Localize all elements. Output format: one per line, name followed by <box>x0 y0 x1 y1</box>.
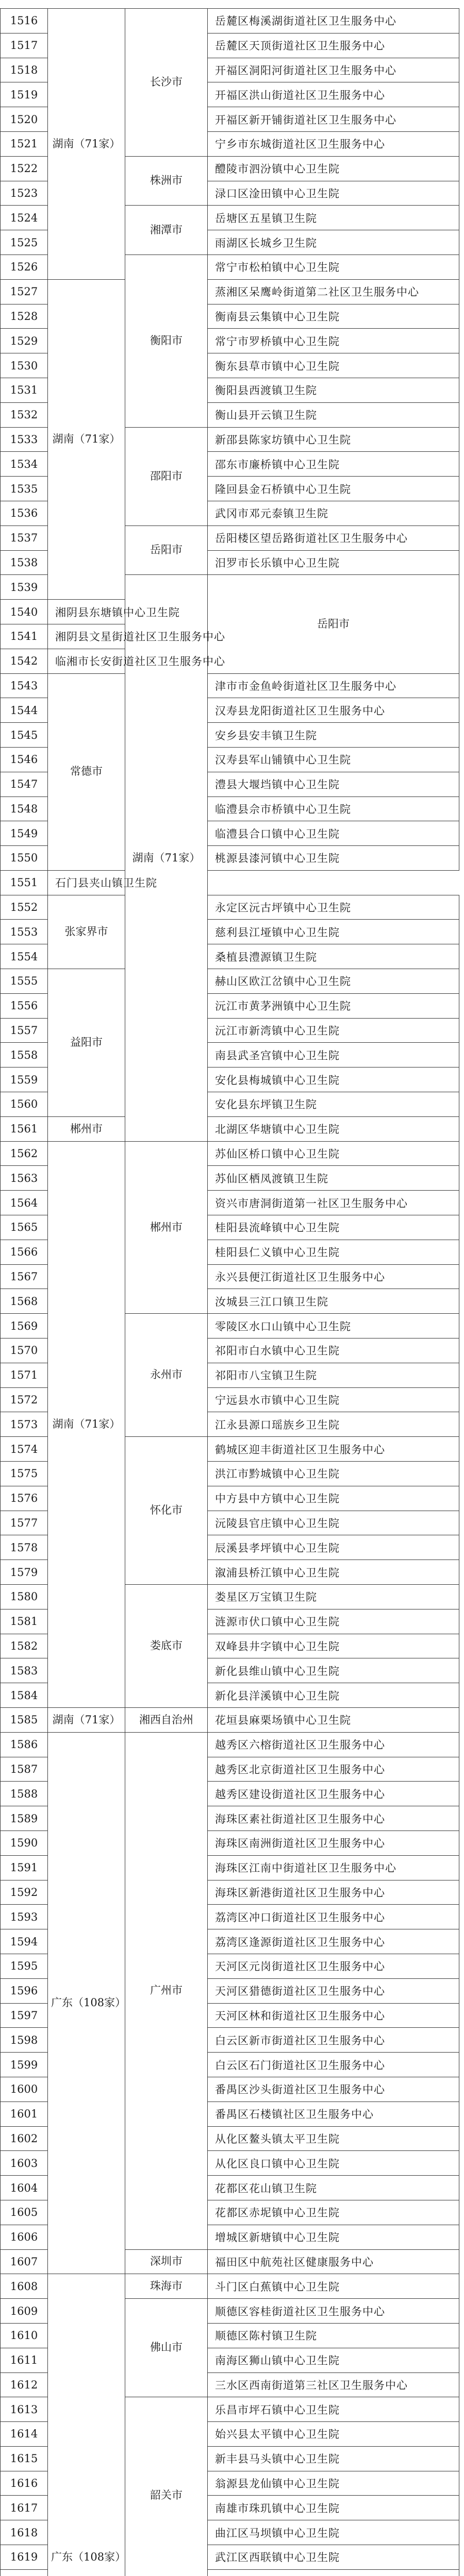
institution-name: 临澧县佘市桥镇中心卫生院 <box>208 796 459 821</box>
city-cell: 郴州市 <box>48 1116 125 1141</box>
table-row <box>1 2274 459 2299</box>
row-number: 1572 <box>1 1387 48 1412</box>
institution-name: 醴陵市泗汾镇中心卫生院 <box>208 156 459 181</box>
row-number: 1596 <box>1 1978 48 2003</box>
table-row <box>1 1732 459 1757</box>
row-number: 1612 <box>1 2372 48 2397</box>
table-row <box>1 969 459 994</box>
row-number: 1558 <box>1 1043 48 1067</box>
institution-name: 宁乡市东城街道社区卫生服务中心 <box>208 131 459 156</box>
province-cell: 湖南（71家） <box>48 279 125 599</box>
institution-name: 江永县源口瑶族乡卫生院 <box>208 1412 459 1437</box>
city-cell: 株洲市 <box>125 156 208 206</box>
institution-name: 新化县洋溪镇中心卫生院 <box>208 1683 459 1708</box>
institution-name: 荔湾区逢源街道社区卫生服务中心 <box>208 1929 459 1954</box>
row-number: 1521 <box>1 131 48 156</box>
institution-name: 番禺区沙头街道社区卫生服务中心 <box>208 2077 459 2102</box>
row-number: 1614 <box>1 2422 48 2447</box>
institution-name: 越秀区建设街道社区卫生服务中心 <box>208 1782 459 1806</box>
row-number: 1547 <box>1 772 48 796</box>
institution-name <box>208 2569 459 2576</box>
institution-name: 三水区西南街道第三社区卫生服务中心 <box>208 2372 459 2397</box>
table-row <box>1 9 459 33</box>
institution-name: 衡东县草市镇中心卫生院 <box>208 353 459 378</box>
row-number: 1616 <box>1 2471 48 2496</box>
row-number: 1545 <box>1 723 48 748</box>
row-number: 1531 <box>1 378 48 402</box>
institution-name: 永定区沅古坪镇中心卫生院 <box>208 895 459 920</box>
city-cell: 益阳市 <box>48 969 125 1117</box>
table-row <box>1 1141 459 1166</box>
row-number: 1539 <box>1 575 48 600</box>
institution-name: 顺德区陈村镇卫生院 <box>208 2323 459 2348</box>
institution-name: 澧县大堰垱镇中心卫生院 <box>208 772 459 796</box>
row-number: 1519 <box>1 82 48 107</box>
institution-name: 常宁市罗桥镇中心卫生院 <box>208 329 459 353</box>
institution-name: 桑植县澧源镇卫生院 <box>208 944 459 969</box>
row-number: 1559 <box>1 1067 48 1092</box>
institution-name: 零陵区水口山镇中心卫生院 <box>208 1314 459 1338</box>
row-number: 1591 <box>1 1855 48 1880</box>
institution-name: 海珠区南洲街道社区卫生服务中心 <box>208 1831 459 1855</box>
institution-name: 苏仙区桥口镇中心卫生院 <box>208 1141 459 1166</box>
row-number: 1610 <box>1 2323 48 2348</box>
institution-name: 湘阴县文星街道社区卫生服务中心 <box>48 624 125 649</box>
row-number: 1555 <box>1 969 48 994</box>
row-number: 1602 <box>1 2126 48 2151</box>
row-number: 1585 <box>1 1707 48 1732</box>
row-number: 1601 <box>1 2102 48 2126</box>
city-cell: 深圳市 <box>125 2249 208 2274</box>
province-cell: 湖南（71家） <box>48 1707 125 1732</box>
institution-name: 荔湾区冲口街道社区卫生服务中心 <box>208 1905 459 1929</box>
row-number: 1581 <box>1 1609 48 1634</box>
institution-name: 斗门区白蕉镇中心卫生院 <box>208 2274 459 2299</box>
institution-name: 永兴县便江街道社区卫生服务中心 <box>208 1264 459 1289</box>
row-number: 1556 <box>1 993 48 1018</box>
institution-name: 中方县中方镇中心卫生院 <box>208 1486 459 1511</box>
row-number: 1563 <box>1 1166 48 1191</box>
row-number: 1600 <box>1 2077 48 2102</box>
row-number: 1605 <box>1 2200 48 2225</box>
row-number: 1565 <box>1 1215 48 1240</box>
institution-name: 乐昌市坪石镇中心卫生院 <box>208 2397 459 2422</box>
institution-name: 翁源县龙仙镇中心卫生院 <box>208 2471 459 2496</box>
row-number: 1535 <box>1 477 48 501</box>
institution-name: 资兴市唐洞街道第一社区卫生服务中心 <box>208 1191 459 1215</box>
institution-name: 慈利县江垭镇中心卫生院 <box>208 920 459 944</box>
institution-name: 雨湖区长城乡卫生院 <box>208 230 459 255</box>
row-number: 1617 <box>1 2496 48 2520</box>
row-number: 1593 <box>1 1905 48 1929</box>
row-number: 1571 <box>1 1363 48 1387</box>
city-cell: 韶关市 <box>125 2397 208 2576</box>
row-number: 1518 <box>1 58 48 82</box>
row-number: 1577 <box>1 1511 48 1535</box>
institution-name: 天河区林和街道社区卫生服务中心 <box>208 2003 459 2028</box>
table-row <box>1 895 459 920</box>
institution-name: 海珠区江南中街道社区卫生服务中心 <box>208 1855 459 1880</box>
row-number: 1527 <box>1 279 48 304</box>
row-number: 1597 <box>1 2003 48 2028</box>
row-number: 1536 <box>1 501 48 526</box>
institution-name: 渌口区淦田镇中心卫生院 <box>208 181 459 206</box>
row-number: 1590 <box>1 1831 48 1855</box>
row-number: 1576 <box>1 1486 48 1511</box>
row-number: 1583 <box>1 1658 48 1683</box>
row-number: 1598 <box>1 2028 48 2053</box>
institution-name: 衡山县开云镇卫生院 <box>208 402 459 427</box>
table-row <box>1 673 459 698</box>
row-number: 1542 <box>1 649 48 673</box>
institution-name: 常宁市松柏镇中心卫生院 <box>208 255 459 279</box>
institution-name: 花都区赤坭镇中心卫生院 <box>208 2200 459 2225</box>
row-number: 1607 <box>1 2249 48 2274</box>
city-cell: 衡阳市 <box>125 255 208 427</box>
institution-name: 蒸湘区呆鹰岭街道第二社区卫生服务中心 <box>208 279 459 304</box>
row-number: 1595 <box>1 1954 48 1978</box>
institution-name: 南海区狮山镇中心卫生院 <box>208 2348 459 2372</box>
institution-name: 苏仙区栖凤渡镇卫生院 <box>208 1166 459 1191</box>
province-cell: 湖南（71家） <box>48 1141 125 1707</box>
institution-name: 邵东市廉桥镇中心卫生院 <box>208 452 459 477</box>
institution-name: 越秀区北京街道社区卫生服务中心 <box>208 1757 459 1782</box>
institution-name: 始兴县太平镇中心卫生院 <box>208 2422 459 2447</box>
row-number: 1533 <box>1 427 48 452</box>
row-number: 1528 <box>1 304 48 329</box>
row-number: 1552 <box>1 895 48 920</box>
institution-name: 开福区新开铺街道社区卫生服务中心 <box>208 107 459 132</box>
row-number: 1584 <box>1 1683 48 1708</box>
institution-name: 花垣县麻栗场镇中心卫生院 <box>208 1707 459 1732</box>
row-number: 1548 <box>1 796 48 821</box>
row-number: 1516 <box>1 9 48 33</box>
city-cell: 湘西自治州 <box>125 1707 208 1732</box>
institution-name: 娄星区万宝镇卫生院 <box>208 1585 459 1609</box>
institution-name: 湘阴县东塘镇中心卫生院 <box>48 600 125 624</box>
row-number: 1582 <box>1 1634 48 1658</box>
institution-name: 桂阳县流峰镇中心卫生院 <box>208 1215 459 1240</box>
row-number: 1574 <box>1 1437 48 1462</box>
institution-name: 岳阳楼区望岳路街道社区卫生服务中心 <box>208 526 459 550</box>
row-number: 1609 <box>1 2299 48 2324</box>
row-number: 1561 <box>1 1116 48 1141</box>
institution-name: 开福区洪山街道社区卫生服务中心 <box>208 82 459 107</box>
institution-name: 安化县梅城镇中心卫生院 <box>208 1067 459 1092</box>
institution-name: 衡阳县西渡镇卫生院 <box>208 378 459 402</box>
institution-name: 海珠区新港街道社区卫生服务中心 <box>208 1880 459 1905</box>
row-number: 1608 <box>1 2274 48 2299</box>
institution-name: 桂阳县仁义镇中心卫生院 <box>208 1240 459 1264</box>
row-number: 1525 <box>1 230 48 255</box>
institution-name: 白云区石门街道社区卫生服务中心 <box>208 2053 459 2077</box>
province-cell: 湖南（71家） <box>48 9 125 280</box>
institution-name: 北湖区华塘镇中心卫生院 <box>208 1116 459 1141</box>
institution-name: 岳麓区天顶街道社区卫生服务中心 <box>208 33 459 58</box>
city-cell: 湘潭市 <box>125 206 208 255</box>
city-cell: 岳阳市 <box>125 526 208 575</box>
row-number: 1550 <box>1 846 48 871</box>
row-number: 1538 <box>1 550 48 575</box>
row-number <box>1 2569 48 2576</box>
row-number: 1594 <box>1 1929 48 1954</box>
row-number: 1546 <box>1 747 48 772</box>
institution-name: 新邵县陈家坊镇中心卫生院 <box>208 427 459 452</box>
row-number: 1553 <box>1 920 48 944</box>
row-number: 1522 <box>1 156 48 181</box>
city-cell: 广州市 <box>125 1732 208 2249</box>
institution-name: 海珠区素社街道社区卫生服务中心 <box>208 1806 459 1831</box>
institution-name: 祁阳市八宝镇卫生院 <box>208 1363 459 1387</box>
row-number: 1580 <box>1 1585 48 1609</box>
row-number: 1566 <box>1 1240 48 1264</box>
hospital-table <box>0 8 459 2576</box>
institution-name: 赫山区欧江岔镇中心卫生院 <box>208 969 459 994</box>
city-cell: 珠海市 <box>125 2274 208 2299</box>
row-number: 1588 <box>1 1782 48 1806</box>
province-cell: 广东（108家） <box>48 1732 125 2274</box>
institution-name: 安化县东坪镇卫生院 <box>208 1092 459 1117</box>
row-number: 1599 <box>1 2053 48 2077</box>
institution-name: 石门县夹山镇卫生院 <box>48 870 125 895</box>
row-number: 1578 <box>1 1535 48 1560</box>
institution-name: 岳麓区梅溪湖街道社区卫生服务中心 <box>208 9 459 33</box>
city-cell: 长沙市 <box>125 9 208 157</box>
institution-name: 增城区新塘镇中心卫生院 <box>208 2225 459 2249</box>
row-number: 1554 <box>1 944 48 969</box>
table-row <box>1 279 459 304</box>
row-number: 1562 <box>1 1141 48 1166</box>
province-cell: 广东（108家） <box>48 2274 125 2576</box>
table-row <box>1 1116 459 1141</box>
institution-name: 番禺区石楼镇社区卫生服务中心 <box>208 2102 459 2126</box>
row-number: 1530 <box>1 353 48 378</box>
table-body <box>1 9 459 2576</box>
institution-name: 汉寿县军山铺镇中心卫生院 <box>208 747 459 772</box>
city-cell: 郴州市 <box>125 1141 208 1314</box>
row-number: 1537 <box>1 526 48 550</box>
institution-name: 新化县维山镇中心卫生院 <box>208 1658 459 1683</box>
row-number: 1586 <box>1 1732 48 1757</box>
institution-name: 从化区鳌头镇太平卫生院 <box>208 2126 459 2151</box>
row-number: 1613 <box>1 2397 48 2422</box>
province-cell: 湖南（71家） <box>125 575 208 1141</box>
institution-name: 祁阳市白水镇中心卫生院 <box>208 1338 459 1363</box>
institution-name: 辰溪县孝坪镇中心卫生院 <box>208 1535 459 1560</box>
row-number: 1615 <box>1 2446 48 2471</box>
row-number: 1569 <box>1 1314 48 1338</box>
row-number: 1529 <box>1 329 48 353</box>
institution-name: 临澧县合口镇中心卫生院 <box>208 821 459 846</box>
row-number: 1544 <box>1 698 48 723</box>
row-number: 1534 <box>1 452 48 477</box>
row-number: 1541 <box>1 624 48 649</box>
city-cell: 佛山市 <box>125 2299 208 2397</box>
institution-name: 隆回县金石桥镇中心卫生院 <box>208 477 459 501</box>
row-number: 1619 <box>1 2545 48 2570</box>
institution-name: 安乡县安丰镇卫生院 <box>208 723 459 748</box>
institution-name: 新丰县马头镇中心卫生院 <box>208 2446 459 2471</box>
institution-name: 桃源县漆河镇中心卫生院 <box>208 846 459 871</box>
row-number: 1540 <box>1 600 48 624</box>
row-number: 1618 <box>1 2520 48 2545</box>
institution-name: 宁远县水市镇中心卫生院 <box>208 1387 459 1412</box>
institution-name: 福田区中航苑社区健康服务中心 <box>208 2249 459 2274</box>
row-number: 1551 <box>1 870 48 895</box>
row-number: 1526 <box>1 255 48 279</box>
institution-name: 鹤城区迎丰街道社区卫生服务中心 <box>208 1437 459 1462</box>
city-cell: 娄底市 <box>125 1585 208 1708</box>
institution-name: 武冈市邓元泰镇卫生院 <box>208 501 459 526</box>
row-number: 1568 <box>1 1289 48 1314</box>
institution-name: 沅江市新湾镇中心卫生院 <box>208 1018 459 1043</box>
row-number: 1532 <box>1 402 48 427</box>
institution-name: 汨罗市长乐镇中心卫生院 <box>208 550 459 575</box>
institution-name: 南雄市珠玑镇中心卫生院 <box>208 2496 459 2520</box>
city-cell: 邵阳市 <box>125 427 208 526</box>
institution-name: 天河区元岗街道社区卫生服务中心 <box>208 1954 459 1978</box>
city-cell: 怀化市 <box>125 1437 208 1585</box>
row-number: 1549 <box>1 821 48 846</box>
institution-name: 白云区新市街道社区卫生服务中心 <box>208 2028 459 2053</box>
row-number: 1579 <box>1 1560 48 1585</box>
institution-name: 花都区花山镇卫生院 <box>208 2176 459 2200</box>
institution-name: 临湘市长安街道社区卫生服务中心 <box>48 649 125 673</box>
row-number: 1567 <box>1 1264 48 1289</box>
city-cell: 岳阳市 <box>208 575 459 673</box>
institution-name: 沅陵县官庄镇中心卫生院 <box>208 1511 459 1535</box>
institution-name: 天河区猎德街道社区卫生服务中心 <box>208 1978 459 2003</box>
row-number: 1587 <box>1 1757 48 1782</box>
institution-name: 双峰县井字镇中心卫生院 <box>208 1634 459 1658</box>
table-row <box>1 870 459 895</box>
institution-name: 越秀区六榕街道社区卫生服务中心 <box>208 1732 459 1757</box>
row-number: 1524 <box>1 206 48 230</box>
city-cell: 常德市 <box>48 673 125 870</box>
institution-name: 汝城县三江口镇卫生院 <box>208 1289 459 1314</box>
institution-name: 洪江市黔城镇中心卫生院 <box>208 1462 459 1486</box>
row-number: 1560 <box>1 1092 48 1117</box>
institution-name: 津市市金鱼岭街道社区卫生服务中心 <box>208 673 459 698</box>
row-number: 1573 <box>1 1412 48 1437</box>
row-number: 1604 <box>1 2176 48 2200</box>
row-number: 1589 <box>1 1806 48 1831</box>
institution-name: 武江区西联镇中心卫生院 <box>208 2545 459 2570</box>
row-number: 1564 <box>1 1191 48 1215</box>
institution-name: 开福区洞阳河街道社区卫生服务中心 <box>208 58 459 82</box>
row-number: 1517 <box>1 33 48 58</box>
row-number: 1611 <box>1 2348 48 2372</box>
row-number: 1592 <box>1 1880 48 1905</box>
institution-name: 岳塘区五星镇卫生院 <box>208 206 459 230</box>
institution-name: 涟源市伏口镇中心卫生院 <box>208 1609 459 1634</box>
institution-name: 曲江区马坝镇中心卫生院 <box>208 2520 459 2545</box>
institution-name: 溆浦县桥江镇中心卫生院 <box>208 1560 459 1585</box>
institution-name: 汉寿县龙阳街道社区卫生服务中心 <box>208 698 459 723</box>
institution-name: 南县武圣宫镇中心卫生院 <box>208 1043 459 1067</box>
city-cell: 永州市 <box>125 1314 208 1437</box>
row-number: 1575 <box>1 1462 48 1486</box>
institution-name: 沅江市黄茅洲镇中心卫生院 <box>208 993 459 1018</box>
row-number: 1523 <box>1 181 48 206</box>
row-number: 1543 <box>1 673 48 698</box>
row-number: 1603 <box>1 2151 48 2176</box>
institution-name: 从化区良口镇中心卫生院 <box>208 2151 459 2176</box>
institution-name: 顺德区容桂街道社区卫生服务中心 <box>208 2299 459 2324</box>
row-number: 1570 <box>1 1338 48 1363</box>
row-number: 1520 <box>1 107 48 132</box>
row-number: 1557 <box>1 1018 48 1043</box>
row-number: 1606 <box>1 2225 48 2249</box>
city-cell: 张家界市 <box>48 895 125 969</box>
table-row <box>1 1707 459 1732</box>
institution-name: 衡南县云集镇中心卫生院 <box>208 304 459 329</box>
